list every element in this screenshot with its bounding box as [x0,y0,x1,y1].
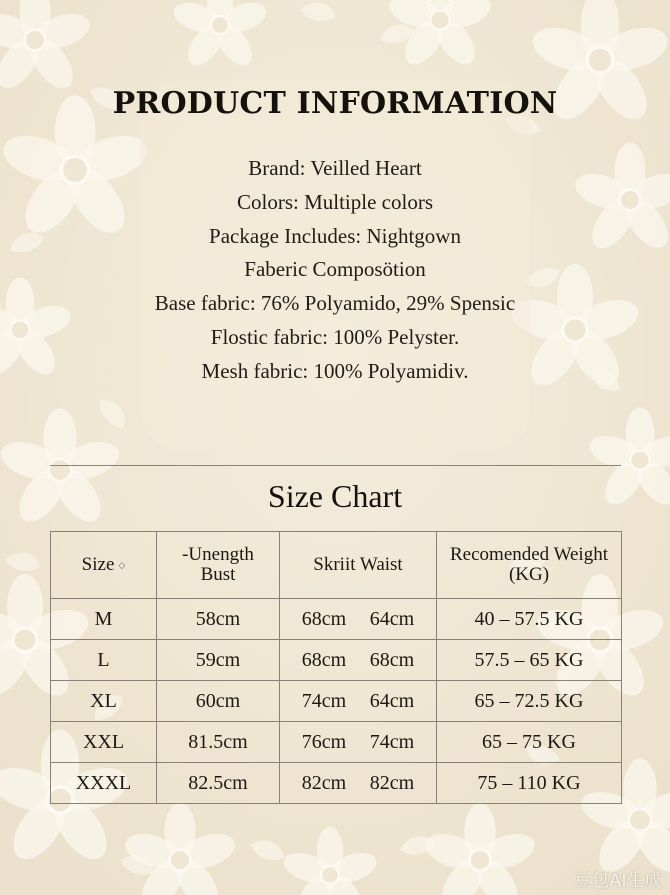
cell-weight: 65 – 72.5 KG [437,681,622,722]
table-row [51,722,622,763]
cell-waist-a: 76cm [301,730,347,753]
table-row [51,599,622,640]
cell-waist-b: 64cm [369,689,415,712]
cell-waist [280,681,437,722]
cell-waist-a: 82cm [301,771,347,794]
brand-line: Brand: Veilled Heart [248,156,422,180]
cell-bust: 58cm [157,599,280,640]
cell-weight: 57.5 – 65 KG [437,640,622,681]
cell-weight: 40 – 57.5 KG [437,599,622,640]
cell-size: XXXL [51,763,157,804]
cell-waist [280,763,437,804]
table-row [51,640,622,681]
cell-size: XXL [51,722,157,763]
cell-waist-a: 68cm [301,607,347,630]
size-chart-title: Size Chart [267,478,403,514]
section-divider [50,465,621,466]
sort-icon: ◇ [118,560,126,571]
colors-line: Colors: Multiple colors [237,189,433,214]
header-bust-line1: -Unength [182,544,254,565]
header-bust-line2: Bust [200,564,236,585]
mesh-fabric-line: Mesh fabric: 100% Polyamidiv. [201,358,469,383]
table-row [51,681,622,722]
cell-waist-a: 74cm [301,689,347,712]
cell-waist-b: 68cm [369,648,415,671]
cell-waist-b: 74cm [369,730,415,753]
cell-waist-b: 64cm [369,607,415,630]
fabric-composition-heading: Faberic Composötion [244,257,426,282]
cell-bust: 81.5cm [157,722,280,763]
table-row [51,763,622,804]
cell-bust: 59cm [157,640,280,681]
header-weight-line1: Recomended Weight [450,544,608,565]
cell-waist-b: 82cm [369,771,415,794]
header-bust [157,532,280,599]
header-size-label: Size [81,553,115,575]
header-size [51,532,157,599]
cell-bust: 82.5cm [157,763,280,804]
product-information-title: PRODUCT INFORMATION [112,86,558,121]
cell-size: L [51,640,157,681]
cell-size: XL [51,681,157,722]
cell-bust: 60cm [157,681,280,722]
header-weight [437,532,622,599]
header-waist: Skriit Waist [280,532,437,599]
cell-weight: 65 – 75 KG [437,722,622,763]
header-weight-line2: (KG) [508,564,550,585]
cell-waist [280,640,437,681]
product-info-list [0,152,670,389]
elastic-fabric-line: Flostic fabric: 100% Pelyster. [210,324,460,349]
table-header-row [51,532,622,599]
base-fabric-line: Base fabric: 76% Polyamido, 29% Spensic [154,291,516,316]
cell-waist [280,599,437,640]
cell-waist-a: 68cm [301,648,347,671]
package-line: Package Includes: Nightgown [209,223,461,248]
cell-weight: 75 – 110 KG [437,763,622,804]
cell-waist [280,722,437,763]
cell-size: M [51,599,157,640]
ai-generated-watermark: 豆包AI生成 [574,871,662,891]
size-chart-table [50,531,622,804]
